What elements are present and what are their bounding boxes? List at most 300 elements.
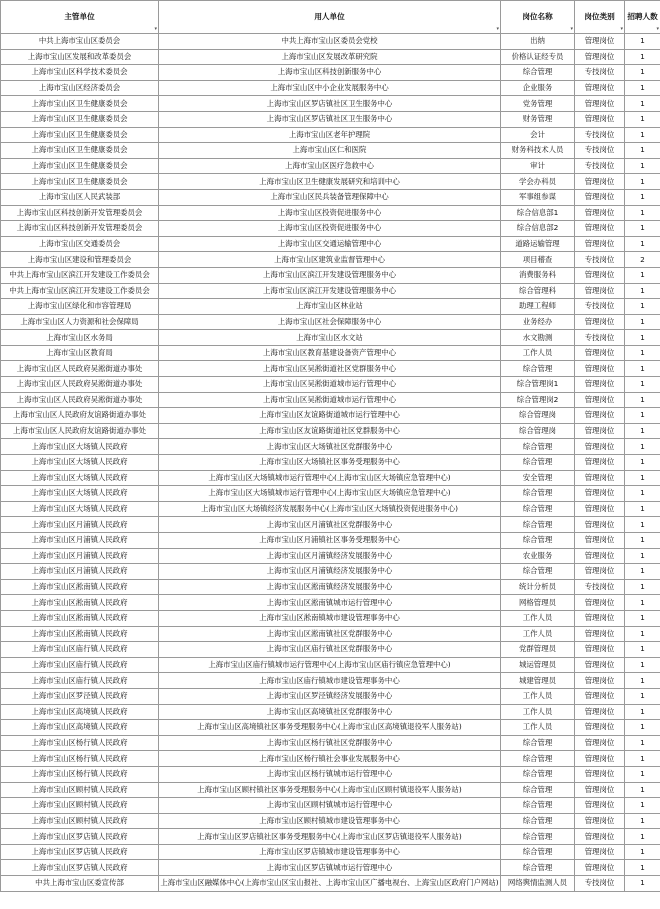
- cell-category[interactable]: 管理岗位: [575, 735, 625, 751]
- cell-position[interactable]: 道路运输管理: [501, 236, 575, 252]
- cell-position[interactable]: 党务管理: [501, 96, 575, 112]
- dropdown-filter-icon[interactable]: ▾: [620, 25, 623, 32]
- cell-employer[interactable]: 上海市宝山区滨江开发建设管理服务中心: [159, 283, 501, 299]
- cell-category[interactable]: 管理岗位: [575, 267, 625, 283]
- table-row: [1, 299, 660, 315]
- cell-count[interactable]: 1: [625, 283, 660, 299]
- cell-position[interactable]: 工作人员: [501, 704, 575, 720]
- cell-category[interactable]: 管理岗位: [575, 392, 625, 408]
- cell-position[interactable]: 水文勘测: [501, 330, 575, 346]
- cell-employer[interactable]: 上海市宝山区投资促进服务中心: [159, 221, 501, 237]
- cell-unit[interactable]: 上海市宝山区杨行镇人民政府: [1, 766, 159, 782]
- cell-employer[interactable]: 上海市宝山区社会保障服务中心: [159, 314, 501, 330]
- cell-category[interactable]: 管理岗位: [575, 501, 625, 517]
- cell-unit[interactable]: 上海市宝山区高境镇人民政府: [1, 704, 159, 720]
- cell-category[interactable]: 管理岗位: [575, 361, 625, 377]
- cell-category[interactable]: 专技岗位: [575, 330, 625, 346]
- cell-unit[interactable]: 上海市宝山区庙行镇人民政府: [1, 657, 159, 673]
- cell-unit[interactable]: 上海市宝山区罗店镇人民政府: [1, 829, 159, 845]
- cell-unit[interactable]: 上海市宝山区顾村镇人民政府: [1, 813, 159, 829]
- cell-unit[interactable]: 上海市宝山区人民政府友谊路街道办事处: [1, 408, 159, 424]
- cell-position[interactable]: 城运管理员: [501, 657, 575, 673]
- cell-count[interactable]: 1: [625, 673, 660, 689]
- table-row: [1, 267, 660, 283]
- cell-category[interactable]: 管理岗位: [575, 595, 625, 611]
- cell-position[interactable]: 综合管理: [501, 829, 575, 845]
- cell-count[interactable]: 1: [625, 65, 660, 81]
- table-row: [1, 455, 660, 471]
- cell-position[interactable]: 综合管理岗: [501, 423, 575, 439]
- cell-count[interactable]: 1: [625, 189, 660, 205]
- cell-position[interactable]: 综合管理科: [501, 283, 575, 299]
- cell-unit[interactable]: 上海市宝山区卫生健康委员会: [1, 174, 159, 190]
- cell-count[interactable]: 1: [625, 205, 660, 221]
- cell-unit[interactable]: 上海市宝山区月浦镇人民政府: [1, 517, 159, 533]
- cell-employer[interactable]: 上海市宝山区顾村镇城市运行管理中心: [159, 798, 501, 814]
- cell-position[interactable]: 综合信息部2: [501, 221, 575, 237]
- cell-category[interactable]: 管理岗位: [575, 766, 625, 782]
- cell-position[interactable]: 综合管理: [501, 517, 575, 533]
- cell-category[interactable]: 专技岗位: [575, 143, 625, 159]
- cell-employer[interactable]: 上海市宝山区科技创新服务中心: [159, 65, 501, 81]
- cell-employer[interactable]: 上海市宝山区罗泾镇经济发展服务中心: [159, 688, 501, 704]
- cell-count[interactable]: 1: [625, 533, 660, 549]
- cell-position[interactable]: 助理工程师: [501, 299, 575, 315]
- cell-employer[interactable]: 上海市宝山区融媒体中心(上海市宝山区宝山报社、上海市宝山区广播电视台、上海宝山区政府门户网站): [159, 876, 501, 892]
- cell-category[interactable]: 管理岗位: [575, 548, 625, 564]
- header-position[interactable]: [501, 1, 575, 34]
- cell-count[interactable]: 1: [625, 299, 660, 315]
- cell-employer[interactable]: 上海市宝山区友谊路街道社区党群服务中心: [159, 423, 501, 439]
- cell-unit[interactable]: 上海市宝山区卫生健康委员会: [1, 158, 159, 174]
- cell-category[interactable]: 专技岗位: [575, 252, 625, 268]
- cell-position[interactable]: 工作人员: [501, 626, 575, 642]
- table-row: [1, 111, 660, 127]
- cell-unit[interactable]: 上海市宝山区庙行镇人民政府: [1, 673, 159, 689]
- cell-employer[interactable]: 上海市宝山区大场镇城市运行管理中心(上海市宝山区大场镇应急管理中心): [159, 486, 501, 502]
- cell-employer[interactable]: 上海市宝山区教育基建设备资产管理中心: [159, 345, 501, 361]
- cell-position[interactable]: 农业服务: [501, 548, 575, 564]
- cell-employer[interactable]: 上海市宝山区罗店镇社区卫生服务中心: [159, 96, 501, 112]
- cell-employer[interactable]: 上海市宝山区庙行镇城市运行管理中心(上海市宝山区庙行镇应急管理中心): [159, 657, 501, 673]
- cell-category[interactable]: 管理岗位: [575, 439, 625, 455]
- cell-unit[interactable]: 上海市宝山区交通委员会: [1, 236, 159, 252]
- cell-unit[interactable]: 上海市宝山区绿化和市容管理局: [1, 299, 159, 315]
- cell-unit[interactable]: 上海市宝山区水务局: [1, 330, 159, 346]
- cell-count[interactable]: 1: [625, 345, 660, 361]
- cell-count[interactable]: 1: [625, 626, 660, 642]
- cell-category[interactable]: 管理岗位: [575, 205, 625, 221]
- cell-category[interactable]: 专技岗位: [575, 299, 625, 315]
- cell-position[interactable]: 综合管理: [501, 439, 575, 455]
- cell-employer[interactable]: 上海市宝山区吴淞街道社区党群服务中心: [159, 361, 501, 377]
- cell-employer[interactable]: 上海市宝山区淞南镇经济发展服务中心: [159, 579, 501, 595]
- cell-unit[interactable]: 上海市宝山区卫生健康委员会: [1, 127, 159, 143]
- table-row: [1, 704, 660, 720]
- cell-count[interactable]: 1: [625, 751, 660, 767]
- cell-unit[interactable]: 上海市宝山区杨行镇人民政府: [1, 735, 159, 751]
- cell-employer[interactable]: 上海市宝山区大场镇社区党群服务中心: [159, 439, 501, 455]
- cell-count[interactable]: 1: [625, 314, 660, 330]
- cell-count[interactable]: 1: [625, 610, 660, 626]
- cell-category[interactable]: 管理岗位: [575, 96, 625, 112]
- cell-count[interactable]: 1: [625, 111, 660, 127]
- cell-count[interactable]: 1: [625, 829, 660, 845]
- cell-employer[interactable]: 上海市宝山区发展改革研究院: [159, 49, 501, 65]
- cell-position[interactable]: 工作人员: [501, 345, 575, 361]
- cell-unit[interactable]: 上海市宝山区淞南镇人民政府: [1, 626, 159, 642]
- cell-unit[interactable]: 上海市宝山区卫生健康委员会: [1, 96, 159, 112]
- cell-category[interactable]: 管理岗位: [575, 642, 625, 658]
- cell-position[interactable]: 综合管理: [501, 486, 575, 502]
- cell-category[interactable]: 专技岗位: [575, 127, 625, 143]
- cell-employer[interactable]: 上海市宝山区林业站: [159, 299, 501, 315]
- cell-count[interactable]: 1: [625, 143, 660, 159]
- cell-unit[interactable]: 上海市宝山区卫生健康委员会: [1, 143, 159, 159]
- cell-position[interactable]: 工作人员: [501, 720, 575, 736]
- cell-category[interactable]: 管理岗位: [575, 798, 625, 814]
- cell-count[interactable]: 1: [625, 158, 660, 174]
- cell-count[interactable]: 1: [625, 782, 660, 798]
- cell-position[interactable]: 城建管理员: [501, 673, 575, 689]
- cell-employer[interactable]: 上海市宝山区吴淞街道城市运行管理中心: [159, 377, 501, 393]
- cell-unit[interactable]: 中共上海市宝山区委员会: [1, 34, 159, 50]
- cell-position[interactable]: 综合管理岗1: [501, 377, 575, 393]
- cell-employer[interactable]: 上海市宝山区顾村镇社区事务受理服务中心(上海市宝山区顾村镇退役军人服务站): [159, 782, 501, 798]
- header-count[interactable]: [625, 1, 660, 34]
- cell-employer[interactable]: 上海市宝山区滨江开发建设管理服务中心: [159, 267, 501, 283]
- table-row: [1, 252, 660, 268]
- cell-category[interactable]: 管理岗位: [575, 408, 625, 424]
- cell-position[interactable]: 综合管理: [501, 65, 575, 81]
- cell-category[interactable]: 管理岗位: [575, 626, 625, 642]
- cell-category[interactable]: 管理岗位: [575, 174, 625, 190]
- cell-position[interactable]: 网络舆情监测人员: [501, 876, 575, 892]
- cell-category[interactable]: 管理岗位: [575, 844, 625, 860]
- cell-count[interactable]: 1: [625, 96, 660, 112]
- cell-count[interactable]: 1: [625, 876, 660, 892]
- cell-count[interactable]: 1: [625, 517, 660, 533]
- cell-unit[interactable]: 上海市宝山区人民政府友谊路街道办事处: [1, 423, 159, 439]
- cell-employer[interactable]: 上海市宝山区建筑业监督管理中心: [159, 252, 501, 268]
- cell-unit[interactable]: 上海市宝山区庙行镇人民政府: [1, 642, 159, 658]
- cell-employer[interactable]: 上海市宝山区医疗急救中心: [159, 158, 501, 174]
- cell-employer[interactable]: 上海市宝山区杨行镇社区党群服务中心: [159, 735, 501, 751]
- cell-position[interactable]: 消费服务科: [501, 267, 575, 283]
- cell-unit[interactable]: 上海市宝山区顾村镇人民政府: [1, 798, 159, 814]
- cell-count[interactable]: 1: [625, 470, 660, 486]
- cell-employer[interactable]: 上海市宝山区友谊路街道城市运行管理中心: [159, 408, 501, 424]
- cell-unit[interactable]: 上海市宝山区淞南镇人民政府: [1, 610, 159, 626]
- cell-category[interactable]: 管理岗位: [575, 49, 625, 65]
- cell-employer[interactable]: 上海市宝山区月浦镇社区事务受理服务中心: [159, 533, 501, 549]
- cell-category[interactable]: 管理岗位: [575, 283, 625, 299]
- cell-unit[interactable]: 中共上海市宝山区委宣传部: [1, 876, 159, 892]
- cell-employer[interactable]: 上海市宝山区大场镇城市运行管理中心(上海市宝山区大场镇应急管理中心): [159, 470, 501, 486]
- cell-position[interactable]: 综合管理: [501, 860, 575, 876]
- cell-unit[interactable]: 上海市宝山区建设和管理委员会: [1, 252, 159, 268]
- cell-count[interactable]: 1: [625, 688, 660, 704]
- cell-employer[interactable]: 上海市宝山区大场镇社区事务受理服务中心: [159, 455, 501, 471]
- cell-count[interactable]: 1: [625, 127, 660, 143]
- cell-employer[interactable]: 上海市宝山区顾村镇城市建设管理事务中心: [159, 813, 501, 829]
- cell-count[interactable]: 1: [625, 236, 660, 252]
- cell-employer[interactable]: 上海市宝山区杨行镇城市运行管理中心: [159, 766, 501, 782]
- cell-employer[interactable]: 上海市宝山区罗店镇社区卫生服务中心: [159, 111, 501, 127]
- cell-employer[interactable]: 上海市宝山区仁和医院: [159, 143, 501, 159]
- cell-unit[interactable]: 上海市宝山区月浦镇人民政府: [1, 548, 159, 564]
- cell-category[interactable]: 管理岗位: [575, 720, 625, 736]
- cell-unit[interactable]: 上海市宝山区罗泾镇人民政府: [1, 688, 159, 704]
- cell-category[interactable]: 管理岗位: [575, 704, 625, 720]
- cell-position[interactable]: 审计: [501, 158, 575, 174]
- cell-employer[interactable]: 上海市宝山区庙行镇社区党群服务中心: [159, 642, 501, 658]
- cell-category[interactable]: 管理岗位: [575, 688, 625, 704]
- cell-count[interactable]: 1: [625, 548, 660, 564]
- cell-count[interactable]: 1: [625, 735, 660, 751]
- cell-count[interactable]: 1: [625, 49, 660, 65]
- cell-employer[interactable]: 上海市宝山区月浦镇经济发展服务中心: [159, 564, 501, 580]
- cell-category[interactable]: 管理岗位: [575, 236, 625, 252]
- cell-position[interactable]: 出纳: [501, 34, 575, 50]
- cell-position[interactable]: 综合管理: [501, 361, 575, 377]
- cell-position[interactable]: 综合管理: [501, 813, 575, 829]
- cell-count[interactable]: 2: [625, 252, 660, 268]
- cell-count[interactable]: 1: [625, 844, 660, 860]
- cell-category[interactable]: 管理岗位: [575, 813, 625, 829]
- cell-category[interactable]: 管理岗位: [575, 751, 625, 767]
- cell-unit[interactable]: 上海市宝山区科技创新开发管理委员会: [1, 205, 159, 221]
- cell-employer[interactable]: 上海市宝山区投资促进服务中心: [159, 205, 501, 221]
- cell-position[interactable]: 安全管理: [501, 470, 575, 486]
- cell-position[interactable]: 综合信息部1: [501, 205, 575, 221]
- cell-position[interactable]: 党群管理员: [501, 642, 575, 658]
- cell-unit[interactable]: 上海市宝山区淞南镇人民政府: [1, 595, 159, 611]
- cell-category[interactable]: 管理岗位: [575, 455, 625, 471]
- cell-position[interactable]: 财务管理: [501, 111, 575, 127]
- cell-count[interactable]: 1: [625, 439, 660, 455]
- cell-unit[interactable]: 上海市宝山区高境镇人民政府: [1, 720, 159, 736]
- cell-count[interactable]: 1: [625, 501, 660, 517]
- cell-employer[interactable]: 上海市宝山区高境镇社区事务受理服务中心(上海市宝山区高境镇退役军人服务站): [159, 720, 501, 736]
- cell-count[interactable]: 1: [625, 455, 660, 471]
- cell-employer[interactable]: 上海市宝山区大场镇经济发展服务中心(上海市宝山区大场镇投资促进服务中心): [159, 501, 501, 517]
- cell-employer[interactable]: 上海市宝山区老年护理院: [159, 127, 501, 143]
- cell-category[interactable]: 管理岗位: [575, 610, 625, 626]
- cell-count[interactable]: 1: [625, 486, 660, 502]
- cell-unit[interactable]: 上海市宝山区月浦镇人民政府: [1, 533, 159, 549]
- cell-position[interactable]: 综合管理: [501, 798, 575, 814]
- cell-position[interactable]: 军事组参谋: [501, 189, 575, 205]
- cell-employer[interactable]: 上海市宝山区罗店镇城市运行管理中心: [159, 860, 501, 876]
- cell-position[interactable]: 综合管理岗2: [501, 392, 575, 408]
- cell-category[interactable]: 管理岗位: [575, 657, 625, 673]
- table-row: [1, 548, 660, 564]
- cell-position[interactable]: 学会办科员: [501, 174, 575, 190]
- cell-employer[interactable]: 上海市宝山区淞南镇社区党群服务中心: [159, 626, 501, 642]
- cell-count[interactable]: 1: [625, 423, 660, 439]
- cell-unit[interactable]: 上海市宝山区科学技术委员会: [1, 65, 159, 81]
- cell-category[interactable]: 管理岗位: [575, 782, 625, 798]
- cell-employer[interactable]: 上海市宝山区淞南镇城市运行管理中心: [159, 595, 501, 611]
- cell-employer[interactable]: 中共上海市宝山区委员会党校: [159, 34, 501, 50]
- cell-count[interactable]: 1: [625, 766, 660, 782]
- cell-position[interactable]: 综合管理岗: [501, 408, 575, 424]
- cell-category[interactable]: 管理岗位: [575, 486, 625, 502]
- cell-employer[interactable]: 上海市宝山区吴淞街道城市运行管理中心: [159, 392, 501, 408]
- cell-unit[interactable]: 上海市宝山区人力资源和社会保障局: [1, 314, 159, 330]
- cell-position[interactable]: 财务科技术人员: [501, 143, 575, 159]
- table-row: [1, 844, 660, 860]
- cell-employer[interactable]: 上海市宝山区高境镇社区党群服务中心: [159, 704, 501, 720]
- header-category[interactable]: [575, 1, 625, 34]
- dropdown-filter-icon[interactable]: ▾: [154, 25, 157, 32]
- cell-count[interactable]: 1: [625, 221, 660, 237]
- cell-position[interactable]: 企业服务: [501, 80, 575, 96]
- cell-employer[interactable]: 上海市宝山区杨行镇社会事业发展服务中心: [159, 751, 501, 767]
- cell-employer[interactable]: 上海市宝山区月浦镇社区党群服务中心: [159, 517, 501, 533]
- cell-count[interactable]: 1: [625, 174, 660, 190]
- cell-position[interactable]: 项目稽查: [501, 252, 575, 268]
- cell-employer[interactable]: 上海市宝山区庙行镇城市建设管理事务中心: [159, 673, 501, 689]
- cell-unit[interactable]: 上海市宝山区经济委员会: [1, 80, 159, 96]
- cell-category[interactable]: 管理岗位: [575, 80, 625, 96]
- cell-count[interactable]: 1: [625, 34, 660, 50]
- cell-unit[interactable]: 上海市宝山区人民武装部: [1, 189, 159, 205]
- cell-category[interactable]: 管理岗位: [575, 189, 625, 205]
- cell-count[interactable]: 1: [625, 798, 660, 814]
- cell-count[interactable]: 1: [625, 813, 660, 829]
- cell-unit[interactable]: 上海市宝山区发展和改革委员会: [1, 49, 159, 65]
- cell-count[interactable]: 1: [625, 564, 660, 580]
- table-row: [1, 876, 660, 892]
- table-row: [1, 533, 660, 549]
- dropdown-filter-icon[interactable]: ▾: [656, 25, 659, 32]
- table-row: [1, 439, 660, 455]
- cell-count[interactable]: 1: [625, 392, 660, 408]
- cell-category[interactable]: 专技岗位: [575, 876, 625, 892]
- cell-category[interactable]: 管理岗位: [575, 111, 625, 127]
- cell-position[interactable]: 综合管理: [501, 564, 575, 580]
- cell-count[interactable]: 1: [625, 267, 660, 283]
- cell-unit[interactable]: 中共上海市宝山区滨江开发建设工作委员会: [1, 283, 159, 299]
- cell-count[interactable]: 1: [625, 361, 660, 377]
- cell-unit[interactable]: 中共上海市宝山区滨江开发建设工作委员会: [1, 267, 159, 283]
- cell-position[interactable]: 工作人员: [501, 610, 575, 626]
- cell-position[interactable]: 价格认证经专员: [501, 49, 575, 65]
- cell-unit[interactable]: 上海市宝山区罗店镇人民政府: [1, 860, 159, 876]
- cell-employer[interactable]: 上海市宝山区水文站: [159, 330, 501, 346]
- cell-count[interactable]: 1: [625, 579, 660, 595]
- cell-position[interactable]: 网格管理员: [501, 595, 575, 611]
- cell-count[interactable]: 1: [625, 595, 660, 611]
- cell-category[interactable]: 管理岗位: [575, 470, 625, 486]
- cell-category[interactable]: 管理岗位: [575, 860, 625, 876]
- dropdown-filter-icon[interactable]: ▾: [496, 25, 499, 32]
- cell-position[interactable]: 综合管理: [501, 766, 575, 782]
- header-unit[interactable]: [1, 1, 159, 34]
- cell-unit[interactable]: 上海市宝山区顾村镇人民政府: [1, 782, 159, 798]
- cell-category[interactable]: 管理岗位: [575, 829, 625, 845]
- cell-count[interactable]: 1: [625, 408, 660, 424]
- table-row: [1, 158, 660, 174]
- cell-category[interactable]: 管理岗位: [575, 673, 625, 689]
- cell-category[interactable]: 管理岗位: [575, 377, 625, 393]
- cell-unit[interactable]: 上海市宝山区大场镇人民政府: [1, 439, 159, 455]
- table-row: [1, 642, 660, 658]
- cell-employer[interactable]: 上海市宝山区中小企业发展服务中心: [159, 80, 501, 96]
- cell-position[interactable]: 综合管理: [501, 844, 575, 860]
- cell-employer[interactable]: 上海市宝山区罗店镇社区事务受理服务中心(上海市宝山区罗店镇退役军人服务站): [159, 829, 501, 845]
- cell-category[interactable]: 管理岗位: [575, 34, 625, 50]
- cell-unit[interactable]: 上海市宝山区杨行镇人民政府: [1, 751, 159, 767]
- cell-employer[interactable]: 上海市宝山区罗店镇城市建设管理事务中心: [159, 844, 501, 860]
- cell-unit[interactable]: 上海市宝山区教育局: [1, 345, 159, 361]
- cell-unit[interactable]: 上海市宝山区人民政府吴淞街道办事处: [1, 377, 159, 393]
- cell-unit[interactable]: 上海市宝山区罗店镇人民政府: [1, 844, 159, 860]
- cell-unit[interactable]: 上海市宝山区大场镇人民政府: [1, 501, 159, 517]
- cell-unit[interactable]: 上海市宝山区大场镇人民政府: [1, 470, 159, 486]
- cell-count[interactable]: 1: [625, 377, 660, 393]
- cell-category[interactable]: 管理岗位: [575, 533, 625, 549]
- cell-count[interactable]: 1: [625, 642, 660, 658]
- cell-position[interactable]: 综合管理: [501, 751, 575, 767]
- table-row: [1, 657, 660, 673]
- cell-category[interactable]: 专技岗位: [575, 65, 625, 81]
- table-row: [1, 174, 660, 190]
- cell-count[interactable]: 1: [625, 720, 660, 736]
- cell-unit[interactable]: 上海市宝山区大场镇人民政府: [1, 455, 159, 471]
- dropdown-filter-icon[interactable]: ▾: [570, 25, 573, 32]
- cell-unit[interactable]: 上海市宝山区淞南镇人民政府: [1, 579, 159, 595]
- cell-position[interactable]: 综合管理: [501, 533, 575, 549]
- cell-position[interactable]: 业务经办: [501, 314, 575, 330]
- cell-unit[interactable]: 上海市宝山区人民政府吴淞街道办事处: [1, 392, 159, 408]
- cell-unit[interactable]: 上海市宝山区大场镇人民政府: [1, 486, 159, 502]
- cell-count[interactable]: 1: [625, 657, 660, 673]
- cell-position[interactable]: 统计分析员: [501, 579, 575, 595]
- cell-count[interactable]: 1: [625, 860, 660, 876]
- cell-unit[interactable]: 上海市宝山区人民政府吴淞街道办事处: [1, 361, 159, 377]
- cell-count[interactable]: 1: [625, 704, 660, 720]
- cell-employer[interactable]: 上海市宝山区月浦镇经济发展服务中心: [159, 548, 501, 564]
- cell-unit[interactable]: 上海市宝山区卫生健康委员会: [1, 111, 159, 127]
- cell-position[interactable]: 会计: [501, 127, 575, 143]
- cell-position[interactable]: 综合管理: [501, 782, 575, 798]
- cell-category[interactable]: 管理岗位: [575, 564, 625, 580]
- cell-category[interactable]: 专技岗位: [575, 579, 625, 595]
- cell-count[interactable]: 1: [625, 80, 660, 96]
- cell-employer[interactable]: 上海市宝山区交通运输管理中心: [159, 236, 501, 252]
- cell-position[interactable]: 综合管理: [501, 455, 575, 471]
- header-employer[interactable]: [159, 1, 501, 34]
- cell-category[interactable]: 管理岗位: [575, 314, 625, 330]
- cell-position[interactable]: 综合管理: [501, 501, 575, 517]
- cell-category[interactable]: 管理岗位: [575, 423, 625, 439]
- cell-position[interactable]: 工作人员: [501, 688, 575, 704]
- cell-employer[interactable]: 上海市宝山区卫生健康发展研究和培训中心: [159, 174, 501, 190]
- cell-category[interactable]: 管理岗位: [575, 345, 625, 361]
- cell-category[interactable]: 管理岗位: [575, 221, 625, 237]
- cell-count[interactable]: 1: [625, 330, 660, 346]
- cell-unit[interactable]: 上海市宝山区科技创新开发管理委员会: [1, 221, 159, 237]
- cell-unit[interactable]: 上海市宝山区月浦镇人民政府: [1, 564, 159, 580]
- cell-employer[interactable]: 上海市宝山区淞南镇城市建设管理事务中心: [159, 610, 501, 626]
- cell-category[interactable]: 管理岗位: [575, 517, 625, 533]
- cell-employer[interactable]: 上海市宝山区民兵装备管理保障中心: [159, 189, 501, 205]
- cell-position[interactable]: 综合管理: [501, 735, 575, 751]
- cell-category[interactable]: 专技岗位: [575, 158, 625, 174]
